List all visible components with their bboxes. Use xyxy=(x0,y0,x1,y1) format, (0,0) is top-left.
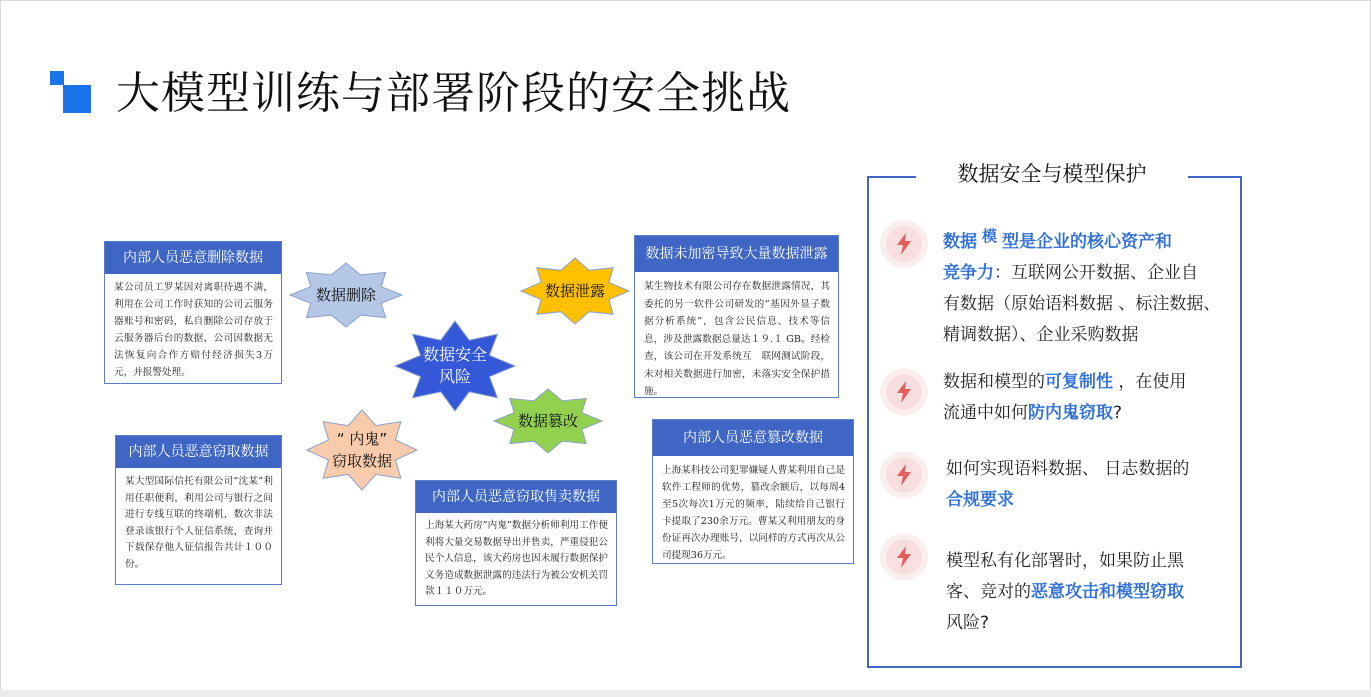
lightning-icon xyxy=(880,220,928,268)
star-data-leak xyxy=(521,258,629,324)
item1-headline: 型是企业的核心资产和 xyxy=(1002,232,1173,252)
panel-item-replicability xyxy=(943,367,1233,429)
case-card-body: 上海某科技公司犯罪嫌疑人曹某利用自己是软件工程师的优势，篡改余额后，以每周4至5次每次1万元的频率，陆续给自己银行卡提取了230余万元。曹某又利用朋友的身份证再次办理账号，以同样的方式再次从公司提现36万元。 xyxy=(662,465,845,561)
item4-attack-and-theft: 恶意攻击和模型窃取 xyxy=(1031,582,1184,602)
lightning-icon xyxy=(880,368,928,416)
case-card-theft-and-sale xyxy=(415,480,617,606)
item1-text-c: 精调数据）、企业采购数据 xyxy=(943,325,1139,345)
case-card-title: 内部人员恶意窃取数据 xyxy=(116,436,281,468)
case-card-body: 某公司员工罗某因对离职待遇不满，利用在公司工作时获知的公司云服务器账号和密码，私自删除公司存放于云服务器后台的数据，公司因数据无法恢复向合作方赔付经济损失3万元，并报警处理。 xyxy=(114,282,273,378)
item2-text-f: ? xyxy=(1113,403,1123,423)
case-card-unencrypted-leak xyxy=(634,235,839,398)
case-card-title: 内部人员恶意窃取售卖数据 xyxy=(416,481,616,513)
case-card-malicious-theft xyxy=(115,435,282,585)
item2-text-d: 流通中如何 xyxy=(943,403,1028,423)
star-data-leak-label: 数据泄露 xyxy=(544,282,605,300)
title-logo-small-square xyxy=(50,71,64,85)
item1-competitiveness: 竞争力 xyxy=(943,263,994,283)
panel-item-private-deployment xyxy=(946,546,1236,639)
item2-insider-prevention: 防内鬼窃取 xyxy=(1028,403,1113,423)
case-card-title: 内部人员恶意篡改数据 xyxy=(653,420,853,456)
title-logo-big-square xyxy=(63,85,91,113)
item3-compliance: 合规要求 xyxy=(946,490,1014,510)
lightning-icon xyxy=(880,533,928,581)
star-data-deletion-label: 数据删除 xyxy=(315,286,376,304)
case-card-body: 某大型国际信托有限公司”沈某”利用任职便利，利用公司与银行之间进行专线互联的终端机，数次非法登录该银行个人征信系统，查询并下载保存他人征信报告共计１００份。 xyxy=(125,476,273,570)
item2-replicability: 可复制性 xyxy=(1045,372,1113,392)
star-data-tampering-label: 数据篡改 xyxy=(517,412,578,430)
item4-text-a: 模型私有化部署时，如果防止黑 xyxy=(946,551,1184,571)
item1-text-b: 有数据（原始语料数据 、标注数据、 xyxy=(943,294,1221,314)
item2-text-c: ，在使用 xyxy=(1113,372,1187,392)
panel-item-core-assets xyxy=(943,227,1233,351)
item1-glyph: 模 xyxy=(982,227,998,245)
item1-text-a: ：互联网公开数据、企业自 xyxy=(994,263,1198,283)
case-card-body: 某生物技术有限公司存在数据泄露情况，其委托的另一软件公司研发的”基因外显子数据分析系统”，包含公民信息、技术等信息，涉及泄露数据总量达１９.１ GB。经检查，该公司在开发系统互 联网测试阶段，未对相关数据进行加密，未落实安全保护措施。 xyxy=(644,281,830,397)
item1-lead: 数据 xyxy=(943,232,977,252)
panel-item-compliance xyxy=(946,454,1236,516)
item2-text-a: 数据和模型的 xyxy=(943,372,1045,392)
star-data-deletion xyxy=(290,263,402,327)
item4-text-d: 风险? xyxy=(946,613,990,633)
star-data-tampering xyxy=(494,389,602,453)
case-card-body: 上海某大药房”内鬼”数据分析师利用工作便利将大量交易数据导出并售卖，严重侵犯公民个人信息，该大药房也因未履行数据保护义务造成数据泄露的违法行为被公安机关罚款１１０万元。 xyxy=(425,520,608,597)
case-card-title: 内部人员恶意删除数据 xyxy=(105,242,281,274)
case-card-title: 数据未加密导致大量数据泄露 xyxy=(635,236,838,272)
case-card-malicious-tampering xyxy=(652,419,854,564)
star-insider-theft-label: “ 内鬼” 窃取数据 xyxy=(331,430,392,470)
slide-bottom-strip xyxy=(0,690,1371,697)
item4-text-b: 客、竞对的 xyxy=(946,582,1031,602)
page-title: 大模型训练与部署阶段的安全挑战 xyxy=(116,68,791,119)
item3-text-a: 如何实现语料数据、 日志数据的 xyxy=(946,459,1190,479)
center-star-label: 数据安全 风险 xyxy=(422,345,487,386)
panel-title: 数据安全与模型保护 xyxy=(957,162,1147,186)
star-insider-theft xyxy=(307,410,417,490)
lightning-icon xyxy=(880,451,928,499)
case-card-malicious-deletion xyxy=(104,241,282,384)
